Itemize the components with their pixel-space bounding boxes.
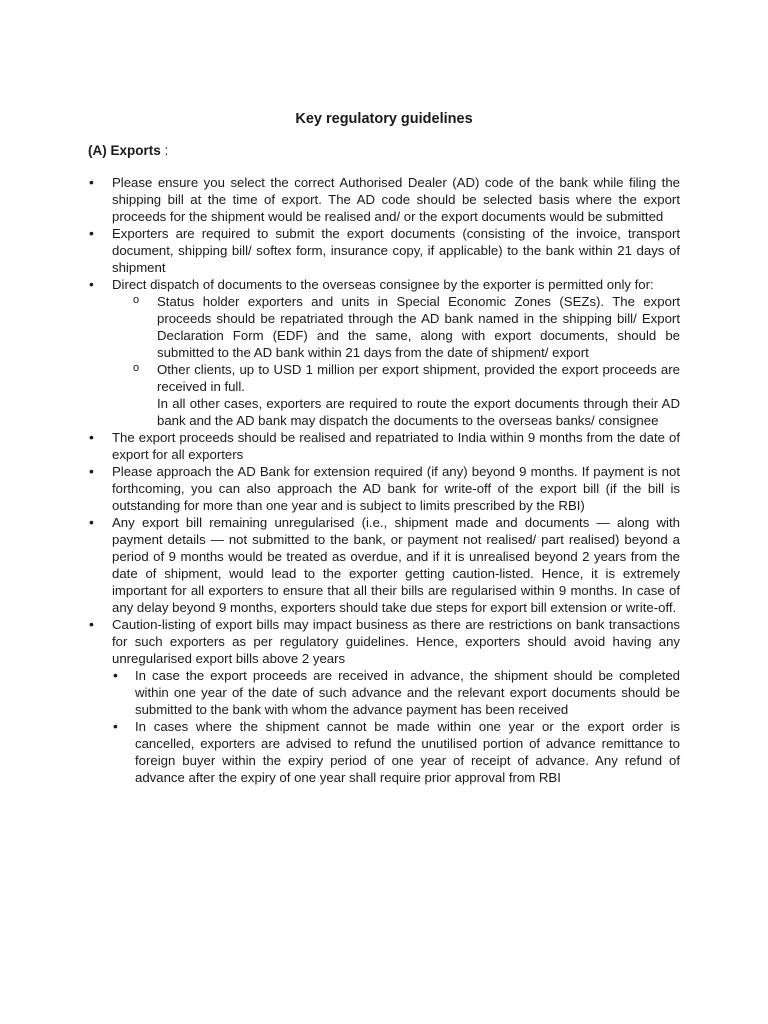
page-title: Key regulatory guidelines	[295, 111, 473, 127]
list-item-text: Please approach the AD Bank for extension required (if any) beyond 9 months. If payment is not forthcoming, you can also approach the AD bank for write-off of the export bill (if the bill is outstanding for more than one year and is subject to limits prescribed by the RBI)	[112, 464, 680, 513]
list-item	[88, 514, 680, 616]
dispatch-note: In all other cases, exporters are required to route the export documents through their AD bank and the AD bank may dispatch the documents to the overseas banks/ consignee	[157, 396, 680, 428]
list-item	[88, 174, 680, 225]
sub-list-item	[112, 667, 680, 718]
section-heading	[88, 142, 680, 159]
advance-sublist	[112, 667, 680, 786]
list-item-text: Caution-listing of export bills may impact business as there are restrictions on bank transactions for such exporters as per regulatory guidelines. Hence, exporters should avoid having any unregularised export bills above 2 years	[112, 617, 680, 666]
list-item	[88, 429, 680, 463]
list-item-text: Direct dispatch of documents to the overseas consignee by the exporter is permitted only for:	[112, 277, 654, 292]
list-item-text: Exporters are required to submit the export documents (consisting of the invoice, transport document, shipping bill/ softex form, insurance copy, if applicable) to the bank within 21 days of shipment	[112, 226, 680, 275]
sub-list-item	[112, 293, 680, 361]
list-item	[88, 225, 680, 276]
sub-list-item-text: Other clients, up to USD 1 million per export shipment, provided the export proceeds are received in full.	[157, 362, 680, 394]
sub-list-item	[112, 361, 680, 429]
list-item-text: The export proceeds should be realised and repatriated to India within 9 months from the date of export for all exporters	[112, 430, 680, 462]
guidelines-list	[88, 174, 680, 786]
list-item	[88, 276, 680, 429]
list-item-text: Any export bill remaining unregularised (i.e., shipment made and documents — along with payment details — not submitted to the bank, or payment not realised/ part realised) beyond a period of 9 months would be treated as overdue, and if it is unrealised beyond 2 years from the date of shipment, would lead to the exporter getting caution-listed. Hence, it is extremely important for all exporters to ensure that all their bills are regularised within 9 months. In case of any delay beyond 9 months, exporters should take due steps for export bill extension or write-off.	[112, 515, 680, 615]
document-page	[88, 100, 680, 786]
list-item-text: Please ensure you select the correct Authorised Dealer (AD) code of the bank while filing the shipping bill at the time of export. The AD code should be selected basis where the export proceeds for the shipment would be realised and/ or the export documents would be submitted	[112, 175, 680, 224]
section-suffix: :	[160, 143, 169, 158]
dispatch-sublist	[112, 293, 680, 429]
list-item	[88, 616, 680, 786]
sub-list-item-text: In case the export proceeds are received in advance, the shipment should be completed within one year of the date of such advance and the relevant export documents should be submitted to the bank with whom the advance payment has been received	[135, 668, 680, 717]
section-label: (A) Exports	[88, 143, 161, 158]
sub-list-item	[112, 718, 680, 786]
sub-list-item-text: Status holder exporters and units in Special Economic Zones (SEZs). The export proceeds should be repatriated through the AD bank named in the shipping bill/ Export Declaration Form (EDF) and the same, along with export documents, should be submitted to the AD bank within 21 days from the date of shipment/ export	[157, 294, 680, 360]
sub-list-item-text: In cases where the shipment cannot be made within one year or the export order is cancelled, exporters are advised to refund the unutilised portion of advance remittance to foreign buyer within the expiry period of one year of receipt of advance. Any refund of advance after the expiry of one year shall require prior approval from RBI	[135, 719, 680, 785]
list-item	[88, 463, 680, 514]
